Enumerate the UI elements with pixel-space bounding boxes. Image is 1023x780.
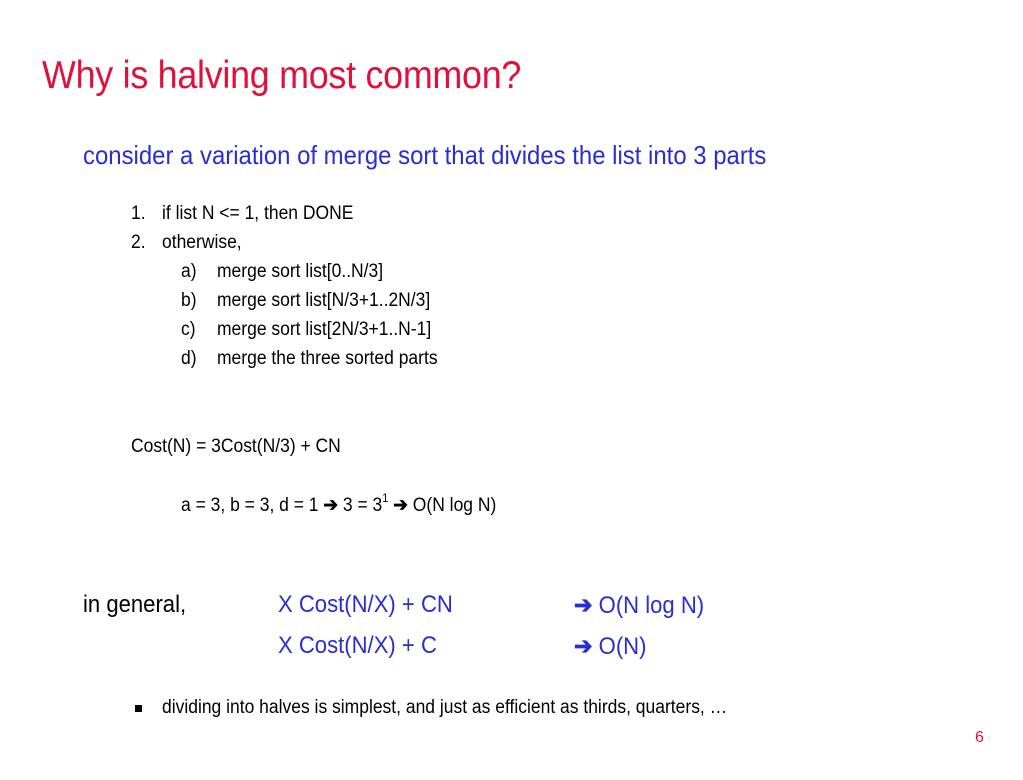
arrow-right-icon: ➔: [574, 592, 593, 619]
step-2-text: otherwise,: [162, 232, 242, 253]
analysis-middle-base: 3 = 3: [342, 495, 383, 516]
slide-title: Why is halving most common?: [42, 54, 522, 97]
slide-subtitle: consider a variation of merge sort that divides the list into 3 parts: [83, 140, 767, 170]
substep-a-label: a): [181, 261, 197, 282]
analysis-result: O(N log N): [412, 495, 497, 516]
substep-c-label: c): [181, 319, 196, 340]
substep-b-label: b): [181, 290, 197, 311]
substep-b-text: merge sort list[N/3+1..2N/3]: [217, 290, 431, 311]
arrow-right-icon: ➔: [393, 495, 408, 516]
general-row-1-result-line: [574, 591, 704, 620]
step-1-number: 1.: [131, 203, 146, 224]
substep-a-text: merge sort list[0..N/3]: [217, 261, 384, 282]
analysis-prefix: a = 3, b = 3, d = 1: [181, 495, 319, 516]
general-label: in general,: [83, 591, 187, 618]
general-row-2-formula: X Cost(N/X) + C: [278, 632, 437, 659]
substep-d-text: merge the three sorted parts: [217, 348, 438, 369]
arrow-right-icon: ➔: [323, 495, 339, 516]
bullet-text: dividing into halves is simplest, and just as efficient as thirds, quarters, …: [162, 697, 728, 718]
substep-d-label: d): [181, 348, 197, 369]
general-row-1-formula: X Cost(N/X) + CN: [278, 591, 453, 618]
substep-c-text: merge sort list[2N/3+1..N-1]: [217, 319, 432, 340]
general-row-2-result-line: [574, 632, 646, 661]
cost-formula: Cost(N) = 3Cost(N/3) + CN: [131, 436, 341, 457]
arrow-right-icon: ➔: [574, 633, 593, 660]
analysis-line: [181, 491, 497, 517]
step-1-text: if list N <= 1, then DONE: [162, 203, 354, 224]
square-bullet-icon: [135, 705, 142, 712]
analysis-middle-exponent: 1: [382, 491, 389, 505]
general-row-2-result: O(N): [598, 633, 647, 660]
general-row-1-result: O(N log N): [598, 592, 705, 619]
step-2-number: 2.: [131, 232, 146, 253]
page-number: 6: [975, 729, 984, 746]
